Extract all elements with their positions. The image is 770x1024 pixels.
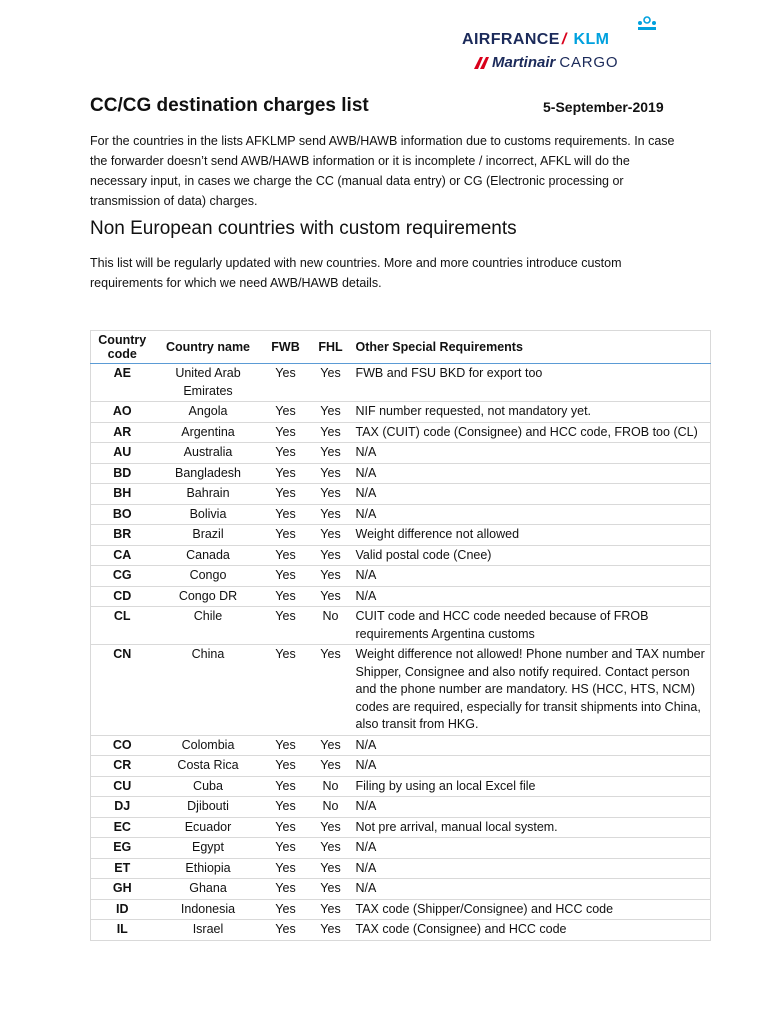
table-row [91, 364, 711, 402]
cell-other-requirements: N/A [353, 443, 711, 464]
table-row [91, 920, 711, 941]
cell-other-requirements: N/A [353, 566, 711, 587]
martinair-mark-icon [472, 55, 492, 71]
cell-other-requirements: N/A [353, 797, 711, 818]
table-row [91, 858, 711, 879]
cell-fhl: Yes [320, 588, 341, 603]
header-fwb: FWB [263, 331, 309, 364]
cell-other-requirements: TAX (CUIT) code (Consignee) and HCC code, FROB too (CL) [353, 422, 711, 443]
cell-country-name: Chile [193, 609, 223, 623]
table-row [91, 899, 711, 920]
cell-fwb: Yes [275, 840, 296, 854]
cell-country-name: China [191, 647, 225, 661]
cell-other-requirements: FWB and FSU BKD for export too [353, 364, 711, 402]
logo-airfrance-text: AIRFRANCE [462, 31, 560, 48]
cell-other-requirements: Valid postal code (Cnee) [353, 545, 711, 566]
cell-other-requirements: N/A [353, 858, 711, 879]
cell-fwb: Yes [275, 778, 296, 793]
cell-country-code: EG [91, 838, 154, 859]
cell-country-name: Colombia [181, 737, 235, 752]
cell-country-code: CR [91, 756, 154, 777]
cell-fhl: No [322, 609, 339, 623]
cell-fhl: Yes [320, 445, 341, 459]
cell-country-code: CD [91, 586, 154, 607]
table-row [91, 607, 711, 645]
table-row [91, 756, 711, 777]
cell-country-code: AR [91, 422, 154, 443]
header-fhl: FHL [309, 331, 353, 364]
cell-other-requirements: N/A [353, 756, 711, 777]
cell-country-name: Bolivia [189, 506, 227, 521]
cell-fwb: Yes [275, 547, 296, 562]
cell-country-code: GH [91, 879, 154, 900]
cell-country-name: Congo DR [178, 588, 238, 603]
table-row [91, 586, 711, 607]
cell-country-code: AE [91, 364, 154, 402]
cell-country-name: Indonesia [180, 901, 236, 916]
cell-country-name: Bangladesh [174, 465, 242, 480]
cell-fwb: Yes [275, 445, 296, 459]
intro-paragraph: For the countries in the lists AFKLMP send AWB/HAWB information due to customs requirements. In case the forwarder doesn’t send AWB/HAWB information or it is incomplete / incorrect, AFKL will do the necessary input, in cases we charge the CC (manual data entry) or CG (Electronic processing or transmission of data) charges. [90, 134, 675, 208]
document-date: 5-September-2019 [543, 99, 664, 115]
cell-country-name: Australia [183, 445, 233, 459]
logo-klm-text: KLM [573, 31, 610, 48]
cell-other-requirements: N/A [353, 586, 711, 607]
table-row [91, 525, 711, 546]
header-other-requirements: Other Special Requirements [353, 331, 711, 364]
cell-fhl: Yes [320, 647, 341, 661]
section-title: Non European countries with custom requirements [90, 218, 517, 239]
cell-fhl: Yes [320, 840, 341, 854]
cell-fhl: Yes [320, 819, 341, 834]
logo-cargo-text: CARGO [559, 54, 619, 71]
cell-country-code: CO [91, 735, 154, 756]
cell-fhl: Yes [320, 486, 341, 500]
table-row [91, 484, 711, 505]
cell-country-code: CG [91, 566, 154, 587]
section-intro: This list will be regularly updated with new countries. More and more countries introduce custom requirements for which we need AWB/HAWB details. [90, 256, 622, 290]
cell-country-code: CN [91, 645, 154, 736]
cell-country-name: Cuba [193, 778, 223, 793]
cell-fhl: Yes [320, 922, 341, 936]
table-row [91, 443, 711, 464]
cell-other-requirements: N/A [353, 463, 711, 484]
cell-fhl: Yes [320, 527, 341, 541]
cell-country-name: Argentina [181, 424, 235, 439]
table-row [91, 422, 711, 443]
cell-country-code: ET [91, 858, 154, 879]
cell-fwb: Yes [275, 922, 296, 936]
cell-country-name: Brazil [192, 527, 224, 541]
cell-country-name: Ghana [189, 881, 227, 895]
cell-fhl: Yes [320, 758, 341, 772]
cell-fwb: Yes [275, 860, 296, 875]
cell-country-name: Israel [192, 922, 224, 936]
logo-martinair-text: Martinair [492, 54, 556, 71]
logo-martinair-cargo [492, 54, 618, 71]
cell-fhl: Yes [320, 860, 341, 875]
cell-country-name: Ethiopia [185, 860, 231, 875]
cell-country-name: Djibouti [187, 799, 229, 813]
cell-country-name: Ecuador [184, 819, 232, 834]
table-row [91, 566, 711, 587]
cell-other-requirements: CUIT code and HCC code needed because of FROB requirements Argentina customs [353, 607, 711, 645]
table-body [91, 364, 711, 941]
cell-other-requirements: N/A [353, 504, 711, 525]
header-country-name: Country name [154, 331, 263, 364]
cell-fhl: No [322, 778, 339, 793]
cell-fwb: Yes [275, 424, 296, 439]
cell-fwb: Yes [275, 588, 296, 603]
cell-fwb: Yes [275, 819, 296, 834]
cell-fwb: Yes [275, 758, 296, 772]
cell-country-code: AU [91, 443, 154, 464]
cell-country-code: CL [91, 607, 154, 645]
table-row [91, 776, 711, 797]
cell-fwb: Yes [275, 881, 296, 895]
cell-other-requirements: Not pre arrival, manual local system. [353, 817, 711, 838]
cell-country-code: BD [91, 463, 154, 484]
table-row [91, 735, 711, 756]
table-row [91, 797, 711, 818]
table-row [91, 838, 711, 859]
cell-country-code: BH [91, 484, 154, 505]
cell-country-code: CA [91, 545, 154, 566]
table-header-row [91, 331, 711, 364]
cell-country-code: CU [91, 776, 154, 797]
cell-country-name: Angola [188, 404, 228, 418]
cell-other-requirements: Filing by using an local Excel file [353, 776, 711, 797]
cell-fhl: Yes [320, 506, 341, 521]
cell-fhl: Yes [320, 901, 341, 916]
cell-other-requirements: N/A [353, 838, 711, 859]
cell-fhl: No [322, 799, 339, 813]
cell-fwb: Yes [275, 568, 296, 582]
cell-country-code: BR [91, 525, 154, 546]
cell-country-name: Egypt [192, 840, 224, 854]
cell-other-requirements: Weight difference not allowed! Phone number and TAX number Shipper, Consignee and also notify required. Contact person and the phone number are mandatory. HS (HCC, HTS, NCM) codes are required, especially for transit shipments into China, also transit from HKG. [353, 645, 711, 736]
cell-fhl: Yes [320, 424, 341, 439]
cell-country-name: Bahrain [186, 486, 230, 500]
cell-fhl: Yes [320, 737, 341, 752]
cell-other-requirements: NIF number requested, not mandatory yet. [353, 402, 711, 423]
table-row [91, 402, 711, 423]
cell-country-name: Costa Rica [177, 758, 239, 772]
table-row [91, 504, 711, 525]
cell-fwb: Yes [275, 404, 296, 418]
cell-fwb: Yes [275, 506, 296, 521]
requirements-table [90, 330, 711, 941]
cell-fwb: Yes [275, 465, 296, 480]
cell-fwb: Yes [275, 647, 296, 661]
cell-other-requirements: N/A [353, 735, 711, 756]
cell-country-name: United Arab Emirates [175, 366, 241, 398]
cell-fwb: Yes [275, 366, 296, 380]
cell-fhl: Yes [320, 404, 341, 418]
cell-other-requirements: TAX code (Consignee) and HCC code [353, 920, 711, 941]
page-title: CC/CG destination charges list [90, 95, 369, 116]
logo-airfrance-klm [462, 31, 609, 49]
klm-crown-icon [635, 16, 659, 32]
cell-fwb: Yes [275, 737, 296, 752]
cell-fhl: Yes [320, 568, 341, 582]
cell-fhl: Yes [320, 547, 341, 562]
cell-country-code: AO [91, 402, 154, 423]
table-row [91, 545, 711, 566]
cell-other-requirements: Weight difference not allowed [353, 525, 711, 546]
cell-fwb: Yes [275, 609, 296, 623]
table-row [91, 817, 711, 838]
cell-fwb: Yes [275, 527, 296, 541]
cell-other-requirements: N/A [353, 484, 711, 505]
cell-fwb: Yes [275, 901, 296, 916]
logo-slash: / [561, 31, 567, 48]
cell-country-code: IL [91, 920, 154, 941]
cell-other-requirements: TAX code (Shipper/Consignee) and HCC code [353, 899, 711, 920]
cell-other-requirements: N/A [353, 879, 711, 900]
cell-country-code: DJ [91, 797, 154, 818]
cell-fwb: Yes [275, 799, 296, 813]
cell-country-name: Canada [186, 547, 230, 562]
cell-fwb: Yes [275, 486, 296, 500]
cell-country-code: EC [91, 817, 154, 838]
cell-country-code: BO [91, 504, 154, 525]
table-row [91, 879, 711, 900]
table-row [91, 463, 711, 484]
cell-fhl: Yes [320, 366, 341, 380]
cell-country-code: ID [91, 899, 154, 920]
cell-country-name: Congo [189, 568, 227, 582]
cell-fhl: Yes [320, 881, 341, 895]
header-country-code: Country code [91, 331, 154, 364]
table-row [91, 645, 711, 736]
airfrance-klm-martinair-cargo-logo [462, 16, 672, 78]
cell-fhl: Yes [320, 465, 341, 480]
